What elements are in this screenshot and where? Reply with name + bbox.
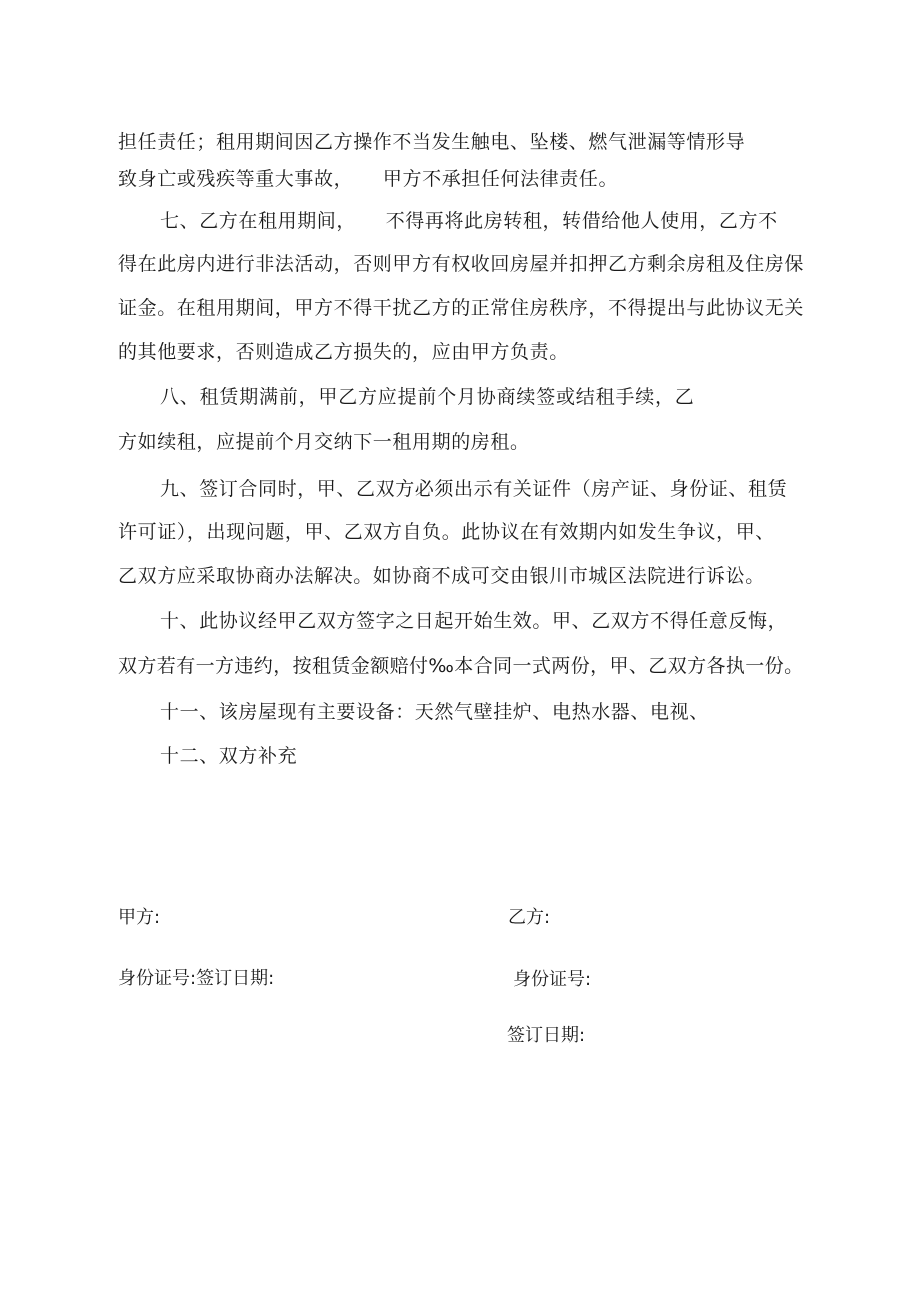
party-b-date: 签订日期: (507, 1025, 586, 1046)
text-line: 得在此房内进行非法活动，否则甲方有权收回房屋并扣押乙方剩余房租及住房保 (118, 253, 805, 275)
party-b-id: 身份证号: (513, 969, 592, 990)
party-b-label: 乙方: (508, 907, 551, 928)
text-line: 致身亡或残疾等重大事故， 甲方不承担任何法律责任。 (118, 168, 619, 190)
party-a-label: 甲方: (118, 907, 161, 928)
text-line: 十一、该房屋现有主要设备：天然气壁挂炉、电热水器、电视、 (160, 701, 709, 723)
text-line: 八、租赁期满前，甲乙方应提前个月协商续签或结租手续，乙 (160, 386, 695, 408)
text-line: 许可证），出现问题，甲、乙双方自负。此协议在有效期内如发生争议，甲、 (118, 521, 775, 543)
text-line: 七、乙方在租用期间， 不得再将此房转租，转借给他人使用，乙方不 (160, 210, 778, 232)
text-line: 乙双方应采取协商办法解决。如协商不成可交由银川市城区法院进行诉讼。 (118, 565, 765, 587)
text-line: 的其他要求，否则造成乙方损失的，应由甲方负责。 (118, 341, 569, 363)
text-line: 方如续租，应提前个月交纳下一租用期的房租。 (118, 431, 530, 453)
text-line: 证金。在租用期间，甲方不得干扰乙方的正常住房秩序，不得提出与此协议无关 (118, 297, 805, 319)
party-a-id-date: 身份证号:签订日期: (118, 968, 275, 989)
text-line: 担任责任；租用期间因乙方操作不当发生触电、坠楼、燃气泄漏等情形导 (118, 131, 746, 153)
text-line: 十二、双方补充 (160, 745, 298, 767)
text-line: 九、签订合同时，甲、乙双方必须出示有关证件（房产证、身份证、租赁 (160, 478, 788, 500)
text-line: 双方若有一方违约，按租赁金额赔付‰本合同一式两份，甲、乙双方各执一份。 (118, 655, 804, 677)
text-line: 十、此协议经甲乙双方签字之日起开始生效。甲、乙双方不得任意反悔， (160, 610, 788, 632)
